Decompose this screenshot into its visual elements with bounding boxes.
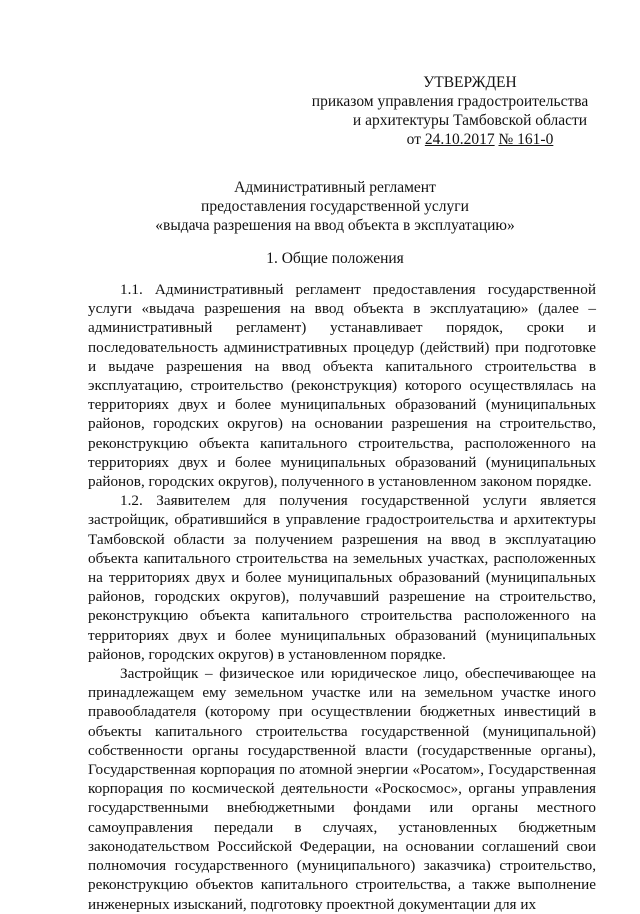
title-line-3: «выдача разрешения на ввод объекта в эксплуатацию» — [155, 217, 515, 234]
approval-line-1: приказом управления градостроительства — [311, 93, 589, 110]
section-heading: 1. Общие положения — [266, 250, 404, 267]
approval-date: 24.10.2017 — [424, 131, 495, 148]
title-line-2: предоставления государственной услуги — [201, 198, 469, 215]
approval-number: № 161-0 — [498, 131, 554, 148]
title-line-1: Административный регламент — [234, 179, 436, 196]
document-title — [60, 178, 610, 235]
document-body — [88, 280, 596, 914]
approval-line-2: и архитектуры Тамбовской области — [352, 112, 588, 129]
approval-block — [290, 73, 610, 149]
paragraph-developer-definition: Застройщик – физическое или юридическое лицо, обеспечивающее на принадлежащем ему земельном участке или на земельном участке иного правообладателя (которому при осуществлении бюджетных инвестиций в объекты капитального строительства государственной (муниципальной) собственности органы государственной власти (государственные органы), Государственная корпорация по атомной энергии «Росатом», Государственная корпорация по космической деятельности «Роскосмос», органы управления государственными внебюджетными фондами или органы местного самоуправления передали в случаях, установленных бюджетным законодательством Российской Федерации, на основании соглашений свои полномочия государственного (муниципального) заказчика) строительство, реконструкцию объектов капитального строительства, а также выполнение инженерных изысканий, подготовку проектной документации для их — [88, 665, 596, 913]
paragraph-1-2: 1.2. Заявителем для получения государственной услуги является застройщик, обратившийся в управление градостроительства и архитектуры Тамбовской области за получением разрешения на ввод в эксплуатацию объекта капитального строительства на земельных участках, расположенных на территориях двух и более муниципальных образований (муниципальных районов, городских округов), получавший разрешение на строительство, реконструкцию объекта капитального строительства расположенного на территориях двух и более муниципальных образований (муниципальных районов, городских округов) в установленном порядке. — [88, 492, 596, 663]
date-prefix: от — [406, 131, 421, 148]
paragraph-1-1: 1.1. Административный регламент предоставления государственной услуги «выдача разрешения на ввод объекта в эксплуатацию» (далее – административный регламент) устанавливает порядок, сроки и последовательность административных процедур (действий) при подготовке и выдаче разрешения на ввод объекта капитального строительства в эксплуатацию, строительство (реконструкция) которого осуществлялась на территориях двух и более муниципальных образований (муниципальных районов, городских округов) на основании разрешения на строительство, реконструкцию объекта капитального строительства, расположенного на территориях двух и более муниципальных образований (муниципальных районов, городских округов), полученного в установленном законом порядке. — [88, 281, 596, 491]
approval-date-line — [290, 130, 610, 149]
approved-heading: УТВЕРЖДЕН — [423, 74, 517, 91]
